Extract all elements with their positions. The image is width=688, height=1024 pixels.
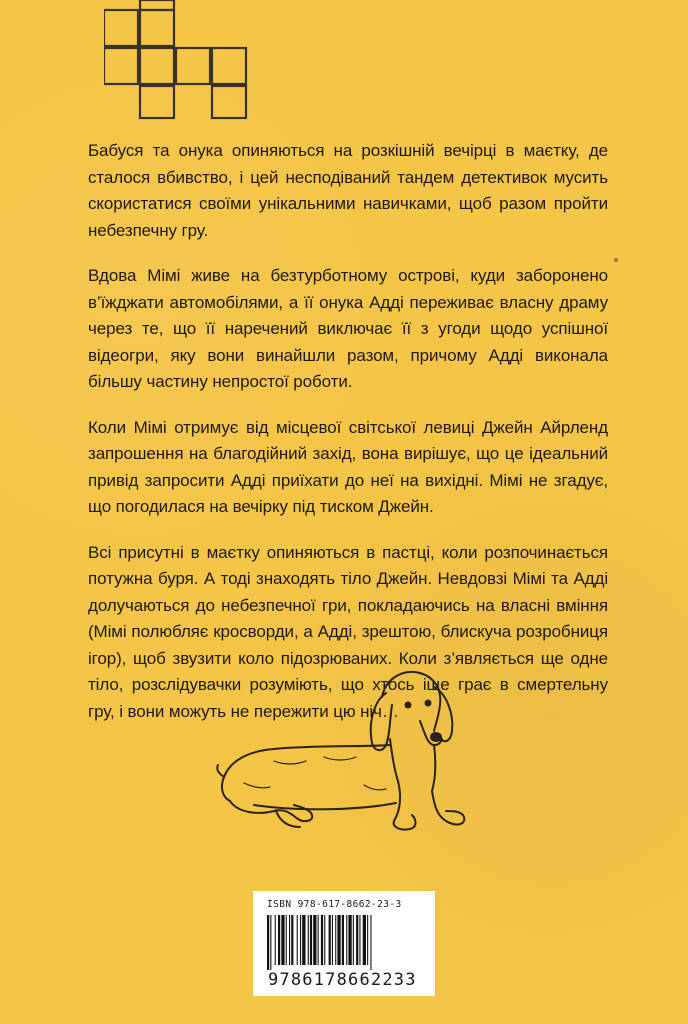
barcode-bar (278, 915, 280, 965)
barcode-bar (310, 915, 312, 965)
description-paragraph-1: Бабуся та онука опиняються на розкішній вечірці в маєтку, де сталося вбивство, і цей несподіваний тандем детективок мусить скористатися своїми унікальними навичками, щоб разом пройти небезпечну гру. (88, 141, 608, 240)
barcode-panel (253, 891, 435, 996)
dachshund-illustration (214, 665, 476, 835)
barcode-bar (348, 915, 351, 965)
barcode-bar (302, 915, 305, 965)
barcode-bar (318, 915, 319, 965)
crossword-grid-icon (104, 0, 274, 120)
description-paragraph-2: Вдова Мімі живе на безтурботному острові, куди заборонено в’їжджати автомобілями, а її онука Адді переживає власну драму через те, що її наречений виключає її з угоди щодо успішної відеогри, яку вони винайшли разом, причому Адді виконала більшу частину непростої роботи. (88, 266, 608, 391)
barcode-bar (329, 915, 331, 965)
barcode-bar (267, 915, 269, 973)
description-paragraph-4: Всі присутні в маєтку опиняються в пастці, коли розпочинається потужна буря. А тоді знаходять тіло Джейн. Невдовзі Мімі та Адді долучаються до небезпечної гри, покладаючись на власні вміння (Мімі полюбляє кросворди, а Адді, зрештою, блискуча розробниця ігор), щоб звузити коло підозрюваних. Коли з’являється ще одне тіло, розслідувачки розуміють, що хтось іще грає в смертельну гру, і вони можуть не пережити цю ніч… (88, 542, 608, 721)
barcode-bar (367, 915, 368, 965)
barcode-bar (353, 915, 354, 965)
barcode-bar (324, 915, 325, 965)
barcode-icon (265, 915, 425, 973)
barcode-bar (275, 915, 276, 965)
barcode-bar (321, 915, 323, 965)
barcode-bar (356, 915, 358, 965)
barcode-bar (332, 915, 333, 965)
book-description (88, 138, 608, 744)
barcode-bar (359, 915, 360, 965)
barcode-bar (346, 915, 347, 965)
barcode-bar (291, 915, 293, 965)
barcode-bar (300, 915, 301, 965)
isbn-label: ISBN 978-617-8662-23-3 (267, 899, 402, 910)
barcode-bar (342, 915, 344, 965)
barcode-bar (335, 915, 336, 965)
barcode-bar (286, 915, 287, 965)
description-paragraph-3: Коли Мімі отримує від місцевої світської левиці Джейн Айрленд запрошення на благодійний захід, вона вирішує, що це ідеальний привід запросити Адді приїхати до неї на вихідні. Мімі не згадує, що погодилася на вечірку під тиском Джейн. (88, 417, 608, 516)
barcode-bar (308, 915, 309, 965)
ean-digits: 9786178662233 (268, 970, 417, 990)
barcode-bar (313, 915, 316, 965)
barcode-bar (337, 915, 340, 965)
barcode-bar (297, 915, 298, 965)
barcode-bar (363, 915, 366, 965)
barcode-bar (281, 915, 284, 965)
barcode-bar (289, 915, 290, 965)
barcode-bar (270, 915, 271, 973)
paper-speck (614, 258, 618, 262)
barcode-bar (370, 915, 371, 973)
